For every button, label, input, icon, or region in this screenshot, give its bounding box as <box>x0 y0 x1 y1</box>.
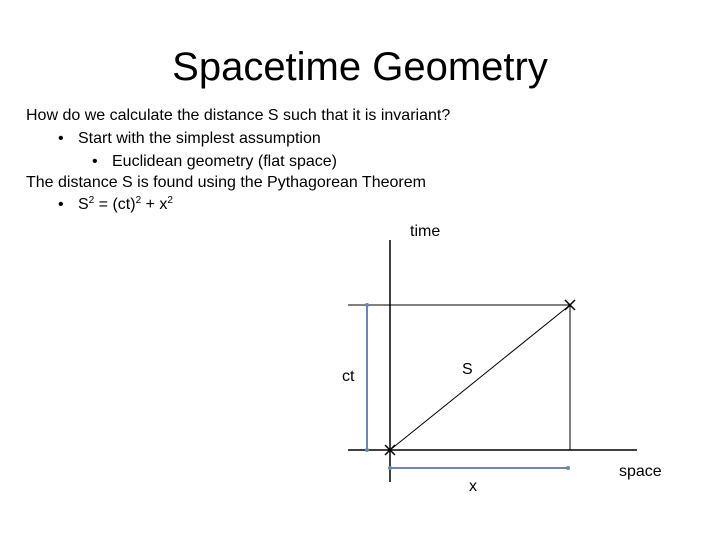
hypotenuse-s <box>390 305 570 450</box>
x-measure-bar-end <box>388 466 392 470</box>
s-label: S <box>462 361 473 378</box>
bullet-euclidean-label: Euclidean geometry (flat space) <box>112 153 337 170</box>
slide-title: Spacetime Geometry <box>172 45 548 89</box>
formula-lhs: S <box>78 196 89 213</box>
x-label: x <box>469 478 477 495</box>
space-axis-label: space <box>619 463 662 480</box>
bullet-dot-icon: • <box>58 130 64 147</box>
ct-measure-bar-end <box>365 303 369 307</box>
time-axis-label: time <box>410 223 441 240</box>
bullet-dot-icon: • <box>58 196 64 213</box>
formula-mid: = (ct) <box>94 196 136 213</box>
formula-tail: + x <box>141 196 168 213</box>
question-label: How do we calculate the distance S such that it is invariant? <box>26 107 451 124</box>
ct-measure-bar-end <box>365 448 369 452</box>
bullet-start-assumption-label: Start with the simplest assumption <box>78 130 321 147</box>
pythagorean-statement-label: The distance S is found using the Pythagorean Theorem <box>26 174 426 191</box>
formula-exponent: 2 <box>167 195 173 206</box>
bullet-dot-icon: • <box>92 153 98 170</box>
ct-label: ct <box>342 368 355 385</box>
formula-exponent: 2 <box>135 195 142 206</box>
formula-exponent: 2 <box>88 195 95 206</box>
x-measure-bar-end <box>566 466 570 470</box>
